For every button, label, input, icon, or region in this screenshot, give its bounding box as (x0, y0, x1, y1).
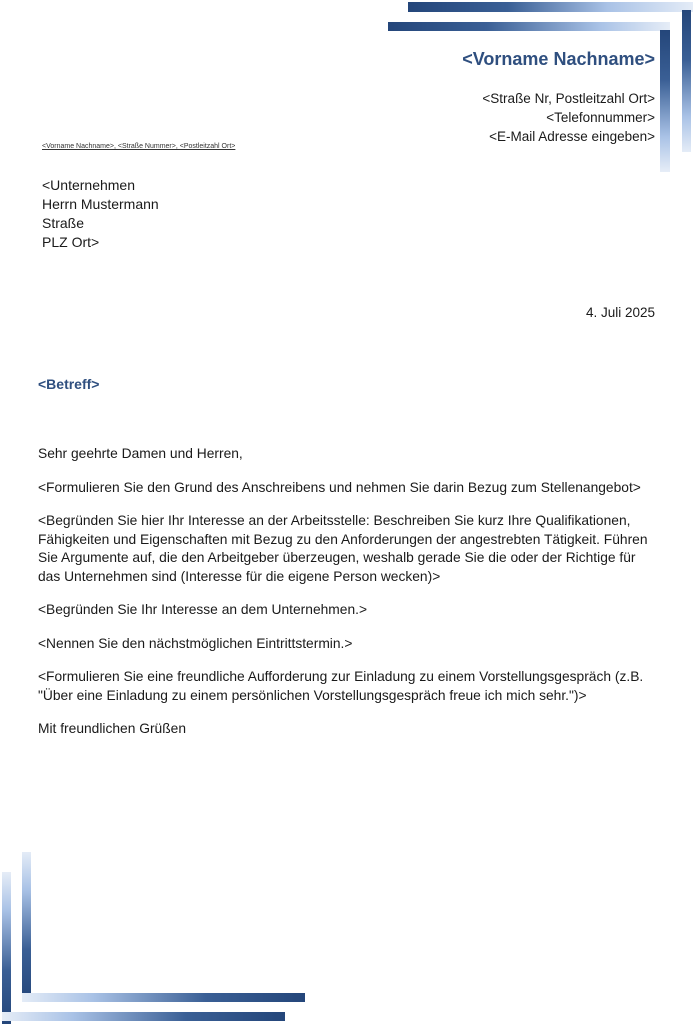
recipient-person-line: Herrn Mustermann (42, 196, 159, 212)
recipient-street-line: Straße (42, 215, 85, 231)
decorative-bar-bottom-vertical-outer (2, 872, 11, 1024)
letter-subject: <Betreff> (38, 376, 100, 392)
body-paragraph-start-date: <Nennen Sie den nächstmöglichen Eintrittstermin.> (38, 635, 353, 651)
decorative-bar-top-horizontal-outer (408, 2, 693, 12)
sender-address (482, 89, 655, 146)
closing: Mit freundlichen Grüßen (38, 721, 186, 736)
recipient-city-line: PLZ Ort> (42, 234, 100, 250)
decorative-bar-top-horizontal-inner (388, 22, 670, 31)
decorative-bar-top-vertical-outer (682, 10, 691, 152)
decorative-bar-bottom-horizontal-inner (22, 993, 305, 1002)
body-paragraph-interview-request: <Formulieren Sie eine freundliche Aufforderung zur Einladung zu einem Vorstellungsgespräch (z.B. "Über eine Einladung zu einem persönlichen Vorstellungsgespräch freue ich mich sehr.")> (38, 669, 644, 703)
decorative-bar-bottom-vertical-inner (22, 852, 31, 1002)
decorative-bar-top-vertical-inner (660, 30, 670, 172)
salutation: Sehr geehrte Damen und Herren, (38, 446, 243, 461)
body-paragraph-reason: <Formulieren Sie den Grund des Anschreibens und nehmen Sie darin Bezug zum Stellenangebot> (38, 479, 641, 495)
letter-date: 4. Juli 2025 (585, 305, 655, 320)
recipient-address (42, 176, 159, 252)
sender-email-line: <E-Mail Adresse eingeben> (489, 129, 655, 144)
sender-street-line: <Straße Nr, Postleitzahl Ort> (482, 91, 655, 106)
body-paragraph-company-interest: <Begründen Sie Ihr Interesse an dem Unternehmen.> (38, 602, 368, 617)
sender-name: <Vorname Nachname> (462, 49, 655, 69)
return-address-line: <Vorname Nachname>, <Straße Nummer>, <Postleitzahl Ort> (42, 143, 236, 150)
decorative-bar-bottom-horizontal-outer (2, 1012, 285, 1021)
recipient-company-line: <Unternehmen (42, 177, 136, 193)
body-paragraph-qualifications: <Begründen Sie hier Ihr Interesse an der Arbeitsstelle: Beschreiben Sie kurz Ihre Qualifikationen, Fähigkeiten und Eigenschaften mit Bezug zu den Anforderungen der angestrebten Tätigkeit. Führen Sie Argumente auf, die den Arbeitgeber überzeugen, weshalb gerade Sie die oder der Richtige für das Unternehmen sind (Interesse für die eigene Person wecken)> (38, 513, 648, 584)
letter-body (38, 445, 658, 754)
sender-phone-line: <Telefonnummer> (546, 110, 655, 125)
